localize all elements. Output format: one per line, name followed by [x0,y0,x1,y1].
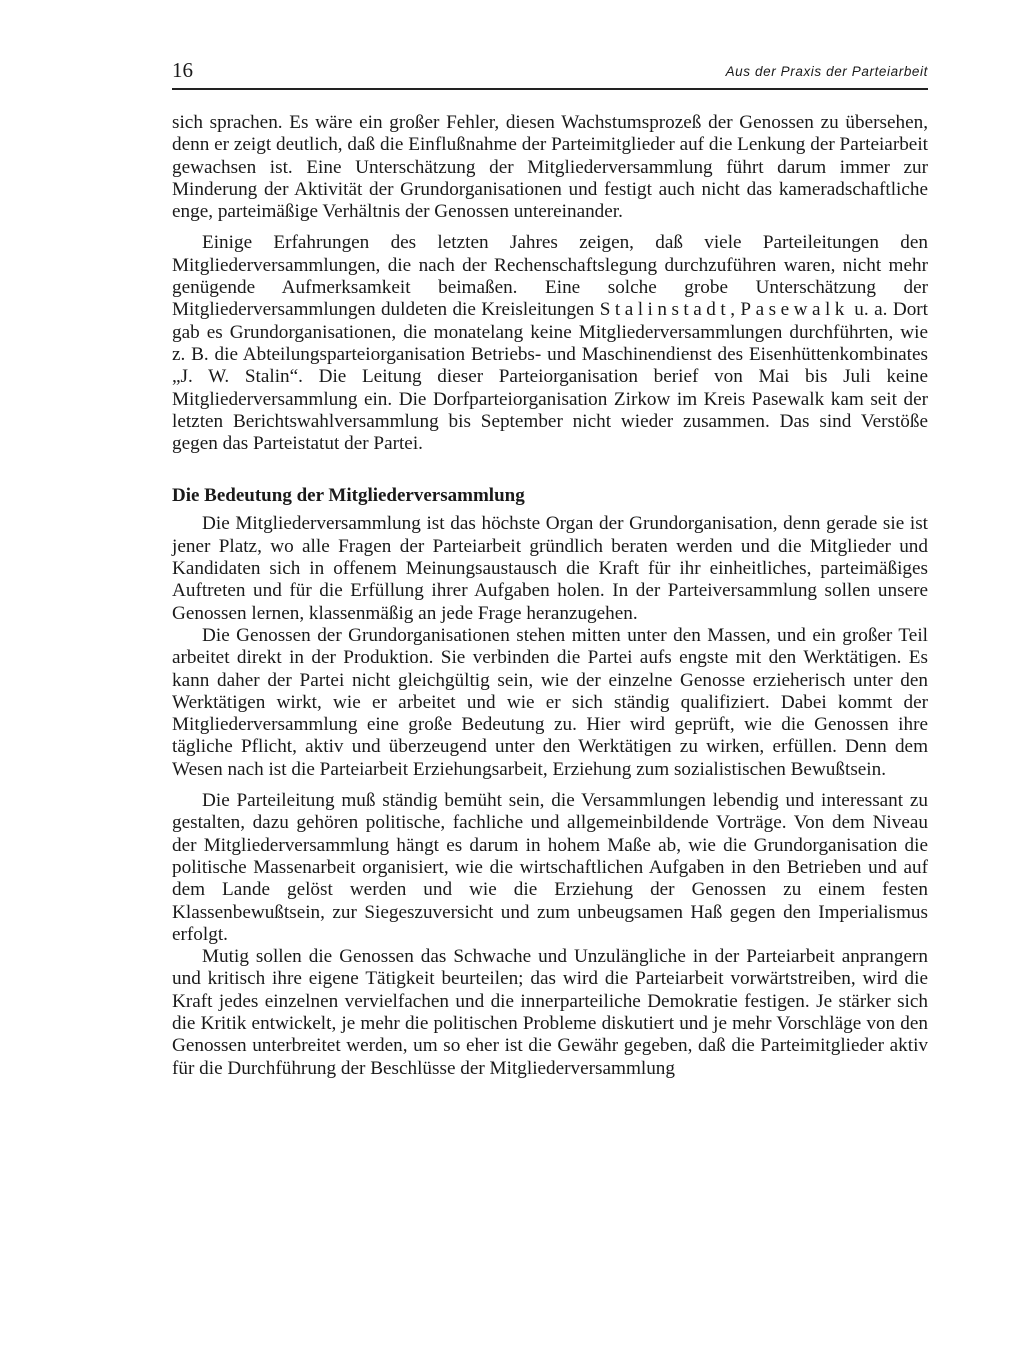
page-header [172,56,928,90]
paragraph-text: Einige Erfahrungen des letzten Jahres zeigen, daß viele Parteileitungen den Mitgliederversammlungen, die nach der Rechenschaftslegung durchzuführen waren, nicht mehr genügende Aufmerksamkeit beimaßen. Eine solche grobe Unterschätzung der Mitgliederversammlungen duldeten die Kreisleitungen [172,232,928,321]
place-name-pasewalk: Pasewalk [740,299,849,321]
page-number: 16 [172,58,193,82]
paragraph-highest-organ: Die Mitgliederversammlung ist das höchste Organ der Grundorganisation, denn gerade sie ist jener Platz, wo alle Fragen der Parteiarbeit gründlich beraten werden und die Mitglieder und Kandidaten sich in offenem Meinungsaustausch die Kraft für ihr einheitliches, parteimäßiges Auftreten und für die Erfüllung ihrer Aufgaben holen. In der Parteiversammlung sollen unsere Genossen lernen, klassenmäßig an jede Frage heranzugehen. [172,513,928,624]
paragraph-comrades-masses: Die Genossen der Grundorganisationen stehen mitten unter den Massen, und ein großer Teil arbeitet direkt in der Produktion. Sie verbinden die Partei aufs engste mit den Werktätigen. Es kann daher der Partei nicht gleichgültig sein, wie der einzelne Genosse erzieherisch unter den Werktätigen wirkt, wie er arbeitet und wie er sich ständig qualifiziert. Dabei kommt der Mitgliederversammlung eine große Bedeutung zu. Hier wird geprüft, wie die Genossen ihre tägliche Pflicht, aktiv und überzeugend unter den Werktätigen zu wirken, erfüllen. Denn dem Wesen nach ist die Parteiarbeit Erziehungsarbeit, Erziehung zum sozialistischen Bewußtsein. [172,624,928,780]
paragraph-continuation: sich sprachen. Es wäre ein großer Fehler, diesen Wachstumsprozeß der Genossen zu übersehen, denn er zeigt deutlich, daß die Einflußnahme der Parteimitglieder auf die Lenkung der Parteiarbeit gewachsen ist. Eine Unterschätzung der Mitgliederversammlung führt darum immer zur Minderung der Aktivität der Grundorganisationen und festigt auch nicht das kameradschaftliche enge, parteimäßige Verhältnis der Genossen untereinander. [172,112,928,223]
paragraph-criticism: Mutig sollen die Genossen das Schwache und Unzulängliche in der Parteiarbeit anprangern und kritisch ihre eigene Tätigkeit beurteilen; das wird die Parteiarbeit vorwärtstreiben, wird die Kraft jedes einzelnen vervielfachen und die innerparteiliche Demokratie festigen. Je stärker sich die Kritik entwickelt, je mehr die politischen Probleme diskutiert und je mehr Vorschläge von den Genossen unterbreitet werden, um so eher ist die Gewähr gegeben, daß die Parteimitglieder aktiv für die Durchführung der Beschlüsse der Mitgliederversammlung [172,946,928,1079]
paragraph-experiences [172,232,928,455]
place-name-stalinstadt: Stalinstadt [599,299,731,321]
paragraph-party-leadership: Die Parteileitung muß ständig bemüht sein, die Versammlungen lebendig und interessant zu gestalten, dazu gehören politische, fachliche und allgemeinbildende Vorträge. Von dem Niveau der Mitgliederversammlung hängt es darum in hohem Maße ab, wie die Grundorganisation die politische Massenarbeit organisiert, wie die wirtschaftlichen Aufgaben in den Betrieben und auf dem Lande gelöst werden und wie die Erziehung der Genossen zu einem festen Klassenbewußtsein, zur Siegeszuversicht und zum unbeugsamen Haß gegen den Imperialismus erfolgt. [172,790,928,945]
section-heading: Die Bedeutung der Mitgliederversammlung [172,485,525,507]
separator-text: , [730,299,741,321]
paragraph-text: u. a. Dort gab es Grundorganisationen, die monatelang keine Mitgliederversammlungen durchführten, wie z. B. die Abteilungsparteiorganisation Betriebs- und Maschinendienst des Eisenhüttenkombinates „J. W. Stalin“. Die Leitung dieser Parteiorganisation berief von Mai bis Juli keine Mitgliederversammlung ein. Die Dorfparteiorganisation Zirkow im Kreis Pasewalk kam seit der letzten Berichtswahlversammlung bis September nicht wieder zusammen. Das sind Verstöße gegen das Parteistatut der Partei. [172,299,929,455]
running-title: Aus der Praxis der Parteiarbeit [725,64,928,79]
body-text [172,112,928,1080]
